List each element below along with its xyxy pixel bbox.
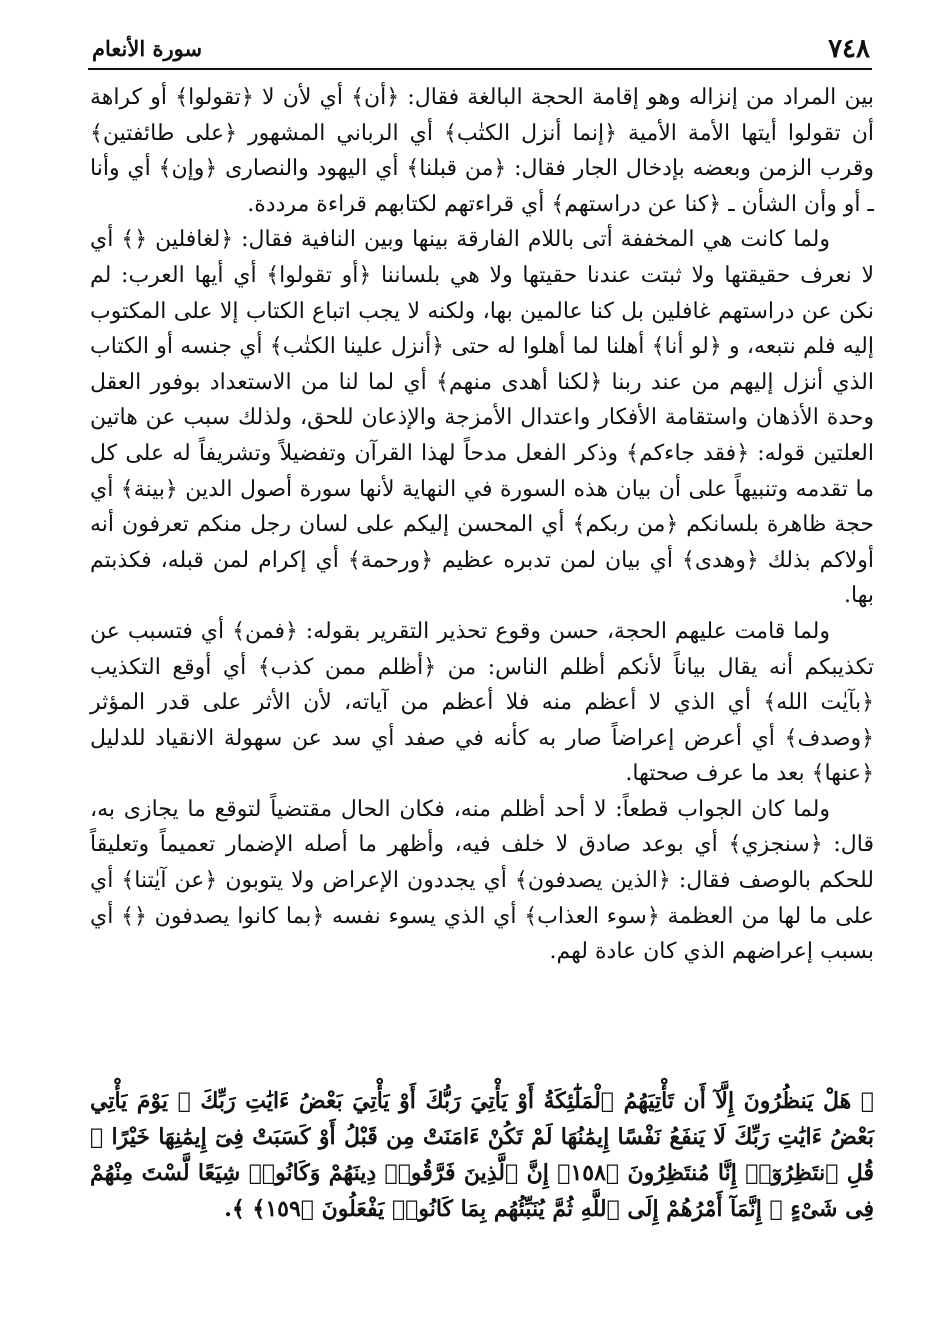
surah-title: سورة الأنعام [92, 36, 203, 61]
page-number: ٧٤٨ [828, 34, 870, 64]
paragraph: بين المراد من إنزاله وهو إقامة الحجة البالغة فقال: ﴿أن﴾ أي لأن لا ﴿تقولوا﴾ أو كراهة أن تقولوا أيتها الأمة الأمية ﴿إنما أنزل الكتٰب﴾ أي الرباني المشهور ﴿على طائفتين﴾ وقرب الزمن وبعضه بإدخال الجار فقال: ﴿من قبلنا﴾ أي اليهود والنصارى ﴿وإن﴾ أي وأنا ـ أو وأن الشأن ـ ﴿كنا عن دراستهم﴾ أي قراءتهم لكتابهم قراءة مرددة. [90, 85, 874, 217]
quran-verse: ﴿ هَلْ يَنظُرُونَ إِلَّآ أَن تَأْتِيَهُمُ ٱلْمَلَٰٓئِكَةُ أَوْ يَأْتِيَ رَبُّكَ أَوْ يَأْتِيَ بَعْضُ ءَايَٰتِ رَبِّكَ ۗ يَوْمَ يَأْتِي بَعْضُ ءَايَٰتِ رَبِّكَ لَا يَنفَعُ نَفْسًا إِيمَٰنُهَا لَمْ تَكُنْ ءَامَنَتْ مِن قَبْلُ أَوْ كَسَبَتْ فِىٓ إِيمَٰنِهَا خَيْرًا ۗ قُلِ ٱنتَظِرُوٓا۟ إِنَّا مُنتَظِرُونَ ﴿١٥٨﴾ إِنَّ ٱلَّذِينَ فَرَّقُوا۟ دِينَهُمْ وَكَانُوا۟ شِيَعًا لَّسْتَ مِنْهُمْ فِى شَىْءٍ ۚ إِنَّمَآ أَمْرُهُمْ إِلَى ٱللَّهِ ثُمَّ يُنَبِّئُهُم بِمَا كَانُوا۟ يَفْعَلُونَ ﴿١٥٩﴾ ﴾. [90, 1088, 874, 1222]
page-header [88, 32, 872, 70]
commentary-text [90, 80, 874, 970]
paragraph: ولما قامت عليهم الحجة، حسن وقوع تحذير التقرير بقوله: ﴿فمن﴾ أي فتسبب عن تكذيبكم أنه يقال بياناً لأنكم أظلم الناس: من ﴿أظلم ممن كذب﴾ أي أوقع التكذيب ﴿بآيٰت الله﴾ أي الذي لا أعظم منه فلا أعظم من آياته، لأن الأثر على قدر المؤثر ﴿وصدف﴾ أي أعرض إعراضاً صار به كأنه في صفد أي سد عن سهولة الانقياد للدليل ﴿عنها﴾ بعد ما عرف صحتها. [90, 618, 874, 787]
paragraph: ولما كان الجواب قطعاً: لا أحد أظلم منه، فكان الحال مقتضياً لتوقع ما يجازى به، قال: ﴿سنجزي﴾ أي بوعد صادق لا خلف فيه، وأظهر ما أصله الإضمار تعميماً وتعليقاً للحكم بالوصف فقال: ﴿الذين يصدفون﴾ أي يجددون الإعراض ولا يتوبون ﴿عن آيٰتنا﴾ أي على ما لها من العظمة ﴿سوء العذاب﴾ أي الذي يسوء نفسه ﴿بما كانوا يصدفون ﴿﴾ أي بسبب إعراضهم الذي كان عادة لهم. [90, 796, 874, 965]
paragraph: ولما كانت هي المخففة أتى باللام الفارقة بينها وبين النافية فقال: ﴿لغافلين ﴿﴾ أي لا نعرف حقيقتها ولا ثبتت عندنا حقيتها ولا هي بلساننا ﴿أو تقولوا﴾ أي أيها العرب: لم نكن عن دراستهم غافلين بل كنا عالمين بها، ولكنه لا يجب اتباع الكتاب إلا على المكتوب إليه فلم نتبعه، و ﴿لو أنا﴾ أهلنا لما أهلوا له حتى ﴿أنزل علينا الكتٰب﴾ أي جنسه أو الكتاب الذي أنزل إليهم من عند ربنا ﴿لكنا أهدى منهم﴾ أي لما لنا من الاستعداد بوفور العقل وحدة الأذهان واستقامة الأفكار واعتدال الأمزجة والإذعان للحق، ولذلك سبب عن هاتين العلتين قوله: ﴿فقد جاءكم﴾ وذكر الفعل مدحاً لهذا القرآن وتفضيلاً وتشريفاً له على كل ما تقدمه وتنبيهاً على أن بيان هذه السورة في النهاية لأنها سورة أصول الدين ﴿بينة﴾ أي حجة ظاهرة بلسانكم ﴿من ربكم﴾ أي المحسن إليكم على لسان رجل منكم تعرفون أنه أولاكم بذلك ﴿وهدى﴾ أي بيان لمن تدبره عظيم ﴿ورحمة﴾ أي إكرام لمن قبله، فكذبتم بها. [90, 227, 874, 609]
